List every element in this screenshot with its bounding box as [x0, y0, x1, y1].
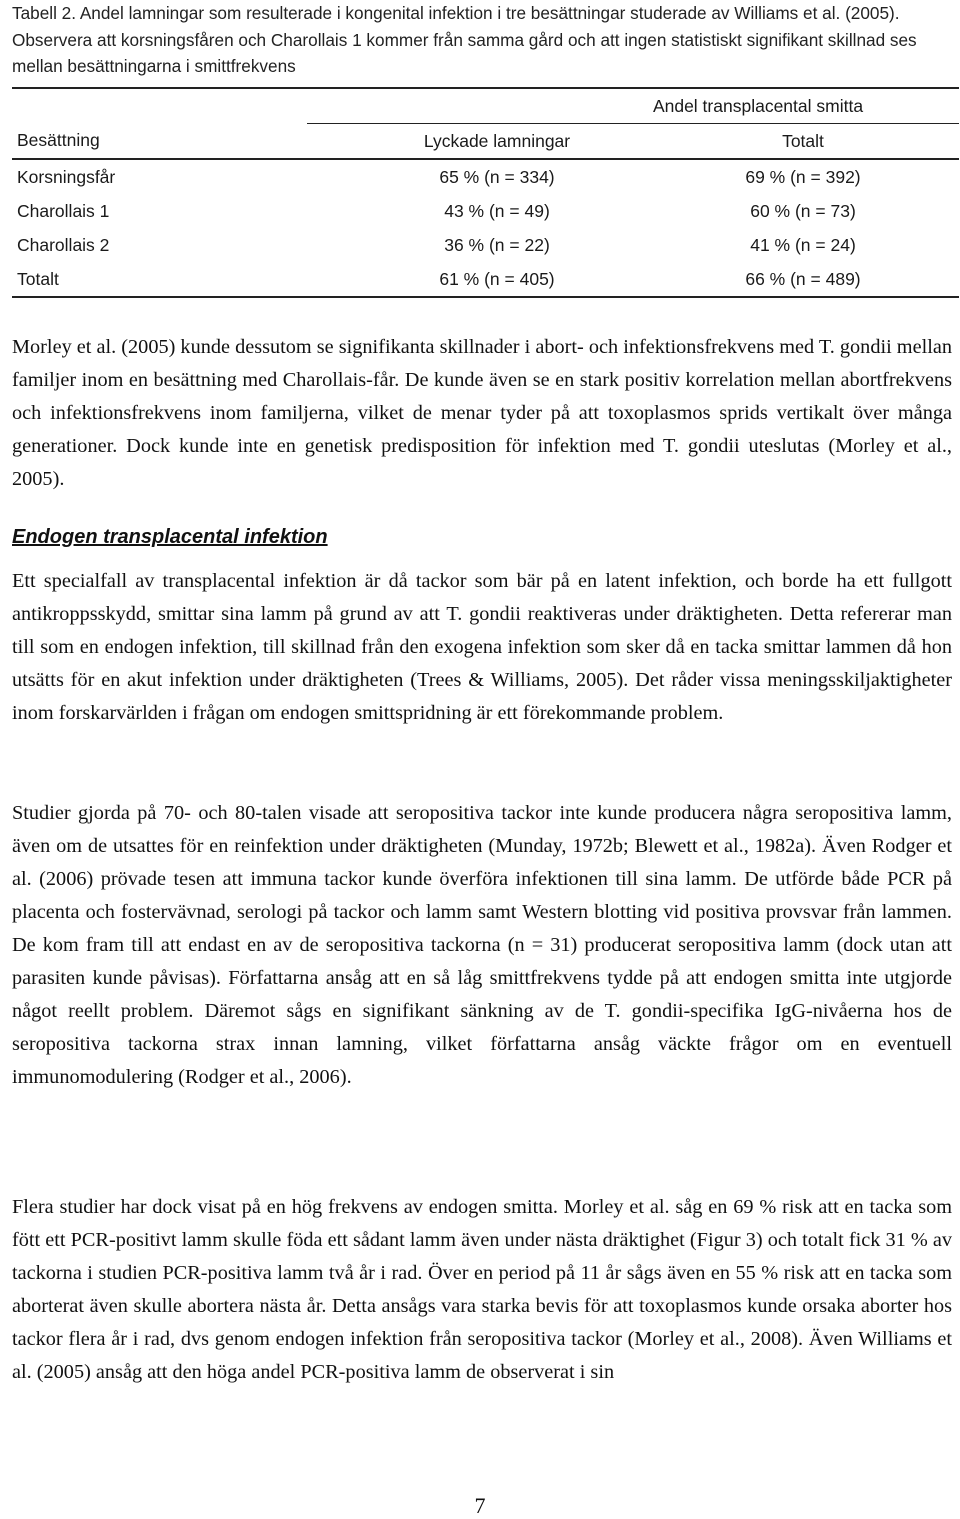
paragraph-endogen: Ett specialfall av transplacental infektion är då tackor som bär på en latent infektion, och borde ha ett fullgott antikroppsskydd, smittar sina lamm på grund av att T. gondii reaktiveras under dräktigheten. Detta refererar man till som en endogen infektion, till skillnad från den exogena infektion som sker då en tacka smittar lammen då hon utsätts för en akut infektion under dräktigheten (Trees & Williams, 2005). Det råder vissa meningsskiljaktigheter inom forskarvärlden i frågan om endogen smittspridning är ett förekommande problem.: [12, 570, 952, 724]
table-caption: Tabell 2. Andel lamningar som resulterade i kongenital infektion i tre besättningar studerade av Williams et al. (2005). Observera att korsningsfåren och Charollais 1 kommer från samma gård och att ingen statistiskt signifikant skillnad ses mellan besättningarna i smittfrekvens: [12, 3, 917, 76]
col-header-lyckade: Lyckade lamningar: [307, 124, 687, 160]
cell-lyckade: 65 % (n = 334): [439, 166, 555, 187]
table-row: [12, 262, 959, 297]
col-header-besattning: Besättning: [12, 124, 307, 160]
cell-totalt: 60 % (n = 73): [750, 200, 856, 221]
table-row: [12, 159, 959, 194]
col-header-totalt: Totalt: [687, 124, 959, 160]
cell-totalt: 41 % (n = 24): [750, 234, 856, 255]
section-heading: Endogen transplacental infektion: [12, 526, 328, 548]
cell-totalt: 66 % (n = 489): [687, 262, 959, 297]
cell-lyckade: 36 % (n = 22): [444, 234, 550, 255]
page-number: 7: [474, 1493, 486, 1518]
table-row: [12, 194, 959, 228]
cell-besattning: Charollais 1: [17, 200, 110, 221]
cell-totalt: 69 % (n = 392): [745, 166, 861, 187]
group-header: Andel transplacental smitta: [307, 88, 959, 124]
cell-lyckade: 43 % (n = 49): [444, 200, 550, 221]
paragraph-morley: Morley et al. (2005) kunde dessutom se signifikanta skillnader i abort- och infektionsfrekvens med T. gondii mellan familjer inom en besättning med Charollais-får. De kunde även se en stark positiv korrelation mellan abortfrekvens och infektionsfrekvens inom familjerna, vilket de menar tyder på att toxoplasmos sprids vertikalt över många generationer. Dock kunde inte en genetisk predisposition för infektion med T. gondii uteslutas (Morley et al., 2005).: [12, 336, 952, 490]
cell-besattning: Korsningsfår: [17, 166, 116, 187]
cell-besattning: Charollais 2: [17, 234, 110, 255]
cell-lyckade: 61 % (n = 405): [307, 262, 687, 297]
table-group-header-row: [12, 88, 959, 124]
table-row: [12, 228, 959, 262]
paragraph-flera-studier: Flera studier har dock visat på en hög frekvens av endogen smitta. Morley et al. såg en 69 % risk att en tacka som fött ett PCR-positivt lamm skulle föda ett sådant lamm även under nästa dräktighet (Figur 3) och totalt fick 31 % av tackorna i studien PCR-positiva lamm två år i rad. Över en period på 11 år sågs även en 55 % risk att en tacka som aborterat även skulle abortera nästa år. Detta ansågs vara starka bevis för att toxoplasmos kunde orsaka aborter hos tackor flera år i rad, dvs genom endogen infektion från seropositiva tackor (Morley et al., 2008). Även Williams et al. (2005) ansåg att den höga andel PCR-positiva lamm de observerat i sin: [12, 1196, 952, 1383]
infection-table: [12, 87, 959, 298]
paragraph-studier: Studier gjorda på 70- och 80-talen visade att seropositiva tackor inte kunde producera några seropositiva lamm, även om de utsattes för en reinfektion under dräktigheten (Munday, 1972b; Blewett et al., 1982a). Även Rodger et al. (2006) prövade tesen att immuna tackor kunde överföra infektionen till sina lamm. De utförde både PCR på placenta och fostervävnad, serologi på tackor och lamm samt Western blotting vid positiva provsvar från lammen. De kom fram till att endast en av de seropositiva tackorna (n = 31) producerat seropositiva lamm (dock utan att parasiten kunde påvisas). Författarna ansåg att en så låg smittfrekvens tydde på att endogen smitta inte utgjorde något reellt problem. Däremot sågs en signifikant sänkning av de T. gondii-specifika IgG-nivåerna hos de seropositiva tackorna strax innan lamning, vilket författarna ansåg väckte frågor om en eventuell immunomodulering (Rodger et al., 2006).: [12, 802, 952, 1088]
table-header-row: [12, 124, 959, 160]
cell-besattning: Totalt: [12, 262, 307, 297]
